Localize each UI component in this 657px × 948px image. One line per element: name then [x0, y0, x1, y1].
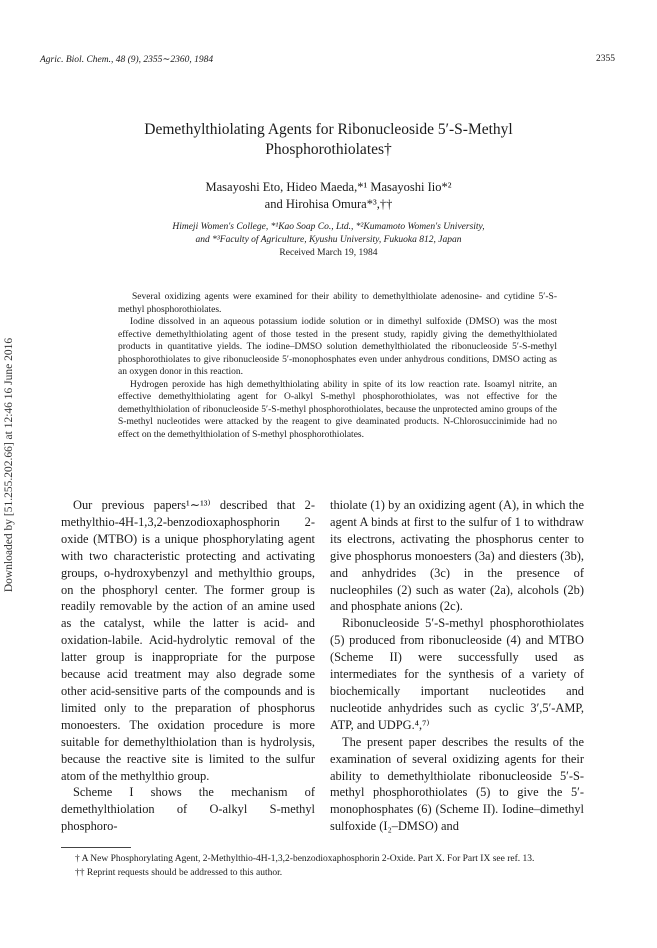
title-line-2: Phosphorothiolates† [265, 141, 392, 158]
authors-line-2: and Hirohisa Omura*³,†† [264, 197, 393, 211]
affiliation-line-2: and *³Faculty of Agriculture, Kyushu University, Fukuoka 812, Japan [195, 235, 462, 245]
journal-reference: Agric. Biol. Chem., 48 (9), 2355∼2360, 1984 [40, 55, 214, 65]
author-list [60, 179, 597, 213]
body-right-paragraph-3: The present paper describes the results of the examination of several oxidizing agents for their ability to demethylthiolate ribonucleoside 5′-S-methyl phosphorothiolates (5) to give the 5′-monophosphates (6) (Scheme II). Iodine–dimethyl sulfoxide (I₂–DMSO) and [330, 734, 584, 834]
footnote-1: † A New Phosphorylating Agent, 2-Methylthio-4H-1,3,2-benzodioxaphosphorin 2-Oxide. Part X. For Part IX see ref. 13. [75, 854, 535, 864]
page-number: 2355 [596, 54, 615, 64]
abstract-paragraph-2: Iodine dissolved in an aqueous potassium iodide solution or in dimethyl sulfoxide (DMSO) was the most effective demethylthiolating agent of those tested in the present study, rapidly giving the demethylthiolated products in quantitative yields. The iodine–DMSO solution demethylthiolated the ribonucleoside 5′-S-methyl phosphorothiolates to give ribonucleoside 5′-monophosphates even under anhydrous conditions, DMSO acting as an oxygen donor in this reaction. [118, 317, 557, 377]
affiliations [70, 221, 587, 260]
abstract-paragraph-1: Several oxidizing agents were examined for their ability to demethylthiolate adenosine- and cytidine 5′-S-methyl phosphorothiolates. [118, 292, 557, 315]
body-right-paragraph-2: Ribonucleoside 5′-S-methyl phosphorothiolates (5) produced from ribonucleoside (4) and MTBO (Scheme II) were successfully used as intermediates for the synthesis of a variety of biochemically important nucleotides and nucleotide anhydrides such as cyclic 3′,5′-AMP, ATP, and UDPG.⁴,⁷⁾ [330, 616, 584, 732]
abstract-paragraph-3: Hydrogen peroxide has high demethylthiolating ability in spite of its low reaction rate. Isoamyl nitrite, an effective demethylthiolating agent for O-alkyl S-methyl phosphorothiolates, was not effective for the demethylthiolation of ribonucleoside 5′-S-methyl phosphorothiolates, because the unprotected amino groups of the S-methyl nucleotides were attacked by the reagent to give deaminated products. N-Chlorosuccinimide had no effect on the demethylthiolation of S-methyl phosphorothiolates. [118, 379, 557, 440]
received-date: Received March 19, 1984 [279, 248, 378, 258]
running-head [40, 54, 615, 68]
download-watermark [0, 335, 18, 595]
body-left-paragraph-1: Our previous papers¹∼¹³⁾ described that 2-methylthio-4H-1,3,2-benzodioxaphosphorin 2-oxide (MTBO) is a unique phosphorylating agent with two characteristic protecting and activating groups, o-hydroxybenzyl and methylthio groups, on the phosphoryl center. The former group is readily removable by the action of an amine used as the catalyst, while the latter is acid- and oxidation-labile. Acid-hydrolytic removal of the latter group is inappropriate for the purpose because acid treatment may also degrade some other acid-sensitive parts of the compounds and is limited only to the preparation of phosphorus monoesters. The oxidation procedure is more suitable for demethylthiolation than is hydrolysis, because the reactive site is limited to the sulfur atom of the methylthio group. [61, 498, 315, 783]
title-line-1: Demethylthiolating Agents for Ribonucleoside 5′-S-Methyl [144, 121, 513, 138]
download-watermark-text: Downloaded by [51.255.202.66] at 12:46 16 June 2016 [3, 337, 15, 593]
footnote-divider [61, 847, 131, 848]
body-column-right [330, 497, 584, 835]
footnote-2: †† Reprint requests should be addressed to this author. [75, 867, 283, 878]
affiliation-line-1: Himeji Women's College, *¹Kao Soap Co., Ltd., *²Kumamoto Women's University, [172, 222, 485, 232]
body-right-paragraph-1: thiolate (1) by an oxidizing agent (A), in which the agent A binds at first to the sulfur of 1 to withdraw its electrons, activating the phosphorus center to give phosphorus monoesters (3a) and diesters (3b), and anhydrides (3c) in the presence of nucleophiles (2) such as water (2a), alcohols (2b) and phosphate anions (2c). [330, 498, 584, 614]
article-title [60, 120, 597, 160]
footnotes [61, 853, 587, 880]
authors-line-1: Masayoshi Eto, Hideo Maeda,*¹ Masayoshi Iio*² [205, 180, 452, 194]
abstract [118, 291, 557, 441]
body-left-paragraph-2: Scheme I shows the mechanism of demethylthiolation of O-alkyl S-methyl phosphoro- [61, 785, 315, 834]
body-column-left [61, 497, 315, 835]
